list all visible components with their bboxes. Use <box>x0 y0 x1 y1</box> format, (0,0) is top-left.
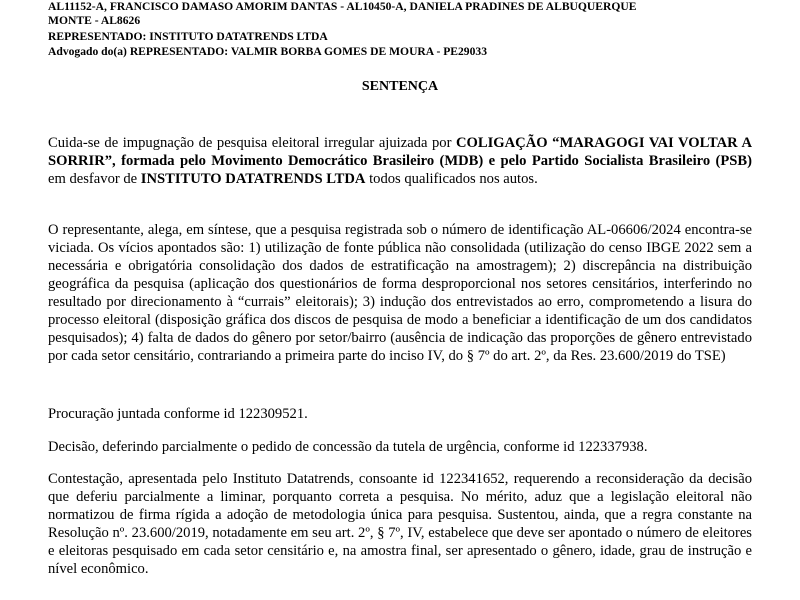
paragraph-decision: Decisão, deferindo parcialmente o pedido de concessão da tutela de urgência, conforme id 122337938. <box>48 439 648 455</box>
header-represented: REPRESENTADO: INSTITUTO DATATRENDS LTDA <box>48 30 328 43</box>
page-title: SENTENÇA <box>361 79 439 94</box>
paragraph-power-of-attorney: Procuração juntada conforme id 122309521. <box>48 406 308 422</box>
intro-plaintiff: COLIGAÇÃO “MARAGOGI VAI VOLTAR A SORRIR”, formada pelo Movimento Democrático Brasileiro (MDB) e pelo Partido Socialista Brasileiro (PSB) <box>48 135 752 169</box>
header-lawyers-line-cont: MONTE - AL8626 <box>48 14 141 27</box>
intro-text-2: em desfavor de <box>48 171 141 187</box>
paragraph-defense: Contestação, apresentada pelo Instituto Datatrends, consoante id 122341652, requerendo a reconsideração da decisão que deferiu parcialmente a liminar, porquanto correta a pesquisa. No mérito, aduz que a legislação eleitoral não normatizou de firma rígida a adoção de metodologia única para pesquisa. Sustentou, ainda, que a regra constante na Resolução nº. 23.600/2019, notadamente em seu art. 2º, § 7º, IV, estabelece que deve ser apontado o número de eleitores e eleitoras pesquisado em cada setor censitário e, na amostra final, ser apresentado o gênero, idade, grau de instrução e nível econômico. <box>48 471 752 577</box>
paragraph-allegations: O representante, alega, em síntese, que a pesquisa registrada sob o número de identificação AL-06606/2024 encontra-se viciada. Os vícios apontados são: 1) utilização de fonte pública não consolidada (utilização do censo IBGE 2022 sem a necessária e obrigatória consolidação dos dados de estratificação na amostragem); 2) discrepância na distribuição geográfica da pesquisa (aplicação dos questionários de forma desproporcional nos setores censitários, interferindo no resultado por direcionamento à “currais” eleitorais); 3) indução dos entrevistados ao erro, comprometendo a lisura do processo eleitoral (disposição gráfica dos discos de pesquisa de modo a beneficiar a identificação de um dos candidatos pesquisados); 4) falta de dados do gênero por setor/bairro (ausência de indicação das proporções de gênero entrevistado por cada setor censitário, contrariando a primeira parte do inciso IV, do § 7º do art. 2º, da Res. 23.600/2019 do TSE) <box>48 222 752 364</box>
header-lawyers-line: AL11152-A, FRANCISCO DAMASO AMORIM DANTAS - AL10450-A, DANIELA PRADINES DE ALBUQUERQUE <box>48 0 637 13</box>
header-represented-lawyer: Advogado do(a) REPRESENTADO: VALMIR BORBA GOMES DE MOURA - PE29033 <box>48 45 487 58</box>
paragraph-intro <box>48 134 752 188</box>
intro-text-3: todos qualificados nos autos. <box>365 171 538 187</box>
intro-defendant: INSTITUTO DATATRENDS LTDA <box>140 171 366 187</box>
intro-text: Cuida-se de impugnação de pesquisa eleitoral irregular ajuizada por <box>48 135 456 151</box>
